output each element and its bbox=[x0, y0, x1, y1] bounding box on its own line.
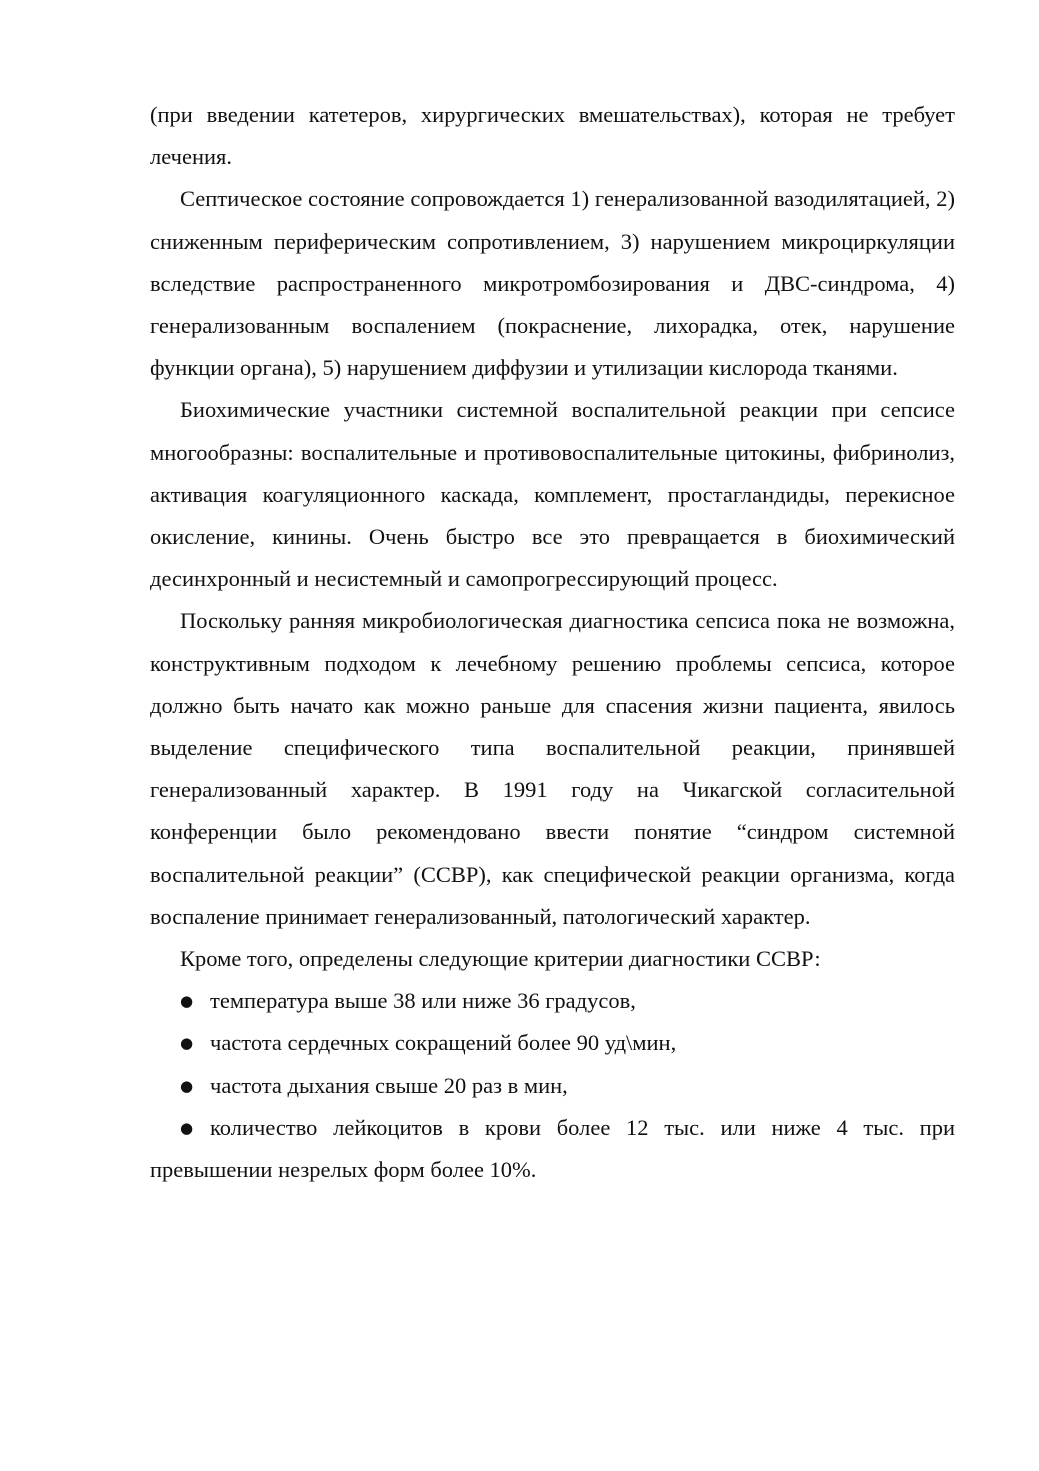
list-item-text: температура выше 38 или ниже 36 градусов, bbox=[210, 988, 636, 1014]
list-item-text: количество лейкоцитов в крови более 12 тыс. или ниже 4 тыс. при превышении незрелых форм более 10%. bbox=[150, 1114, 955, 1183]
criteria-list bbox=[150, 980, 955, 1191]
list-item-text: частота сердечных сокращений более 90 уд\мин, bbox=[210, 1030, 677, 1056]
bullet-icon: ● bbox=[180, 1118, 194, 1137]
paragraph: Биохимические участники системной воспалительной реакции при сепсисе многообразны: воспалительные и противовоспалительные цитокины, фибринолиз, активация коагуляционного каскада, комплемент, простагландиды, перекисное окисление, кинины. Очень быстро все это превращается в биохимический десинхронный и несистемный и самопрогрессирующий процесс. bbox=[150, 397, 955, 592]
list-item bbox=[150, 1022, 955, 1064]
paragraph: Кроме того, определены следующие критерии диагностики ССВР: bbox=[180, 946, 821, 972]
paragraph: Септическое состояние сопровождается 1) генерализованной вазодилятацией, 2) сниженным периферическим сопротивлением, 3) нарушением микроциркуляции вследствие распространенного микротромбозирования и ДВС-синдрома, 4) генерализованным воспалением (покраснение, лихорадка, отек, нарушение функции органа), 5) нарушением диффузии и утилизации кислорода тканями. bbox=[150, 186, 955, 381]
list-item bbox=[150, 1107, 955, 1191]
bullet-icon: ● bbox=[180, 992, 194, 1011]
paragraph: Поскольку ранняя микробиологическая диагностика сепсиса пока не возможна, конструктивным подходом к лечебному решению проблемы сепсиса, которое должно быть начато как можно раньше для спасения жизни пациента, явилось выделение специфического типа воспалительной реакции, принявшей генерализованный характер. В 1991 году на Чикагской согласительной конференции было рекомендовано ввести понятие “синдром системной воспалительной реакции” (ССВР), как специфической реакции организма, когда воспаление принимает генерализованный, патологический характер. bbox=[150, 608, 955, 929]
list-item bbox=[150, 1065, 955, 1107]
paragraph: (при введении катетеров, хирургических вмешательствах), которая не требует лечения. bbox=[150, 102, 955, 170]
bullet-icon: ● bbox=[180, 1034, 194, 1053]
list-item-text: частота дыхания свыше 20 раз в мин, bbox=[210, 1072, 568, 1098]
bullet-icon: ● bbox=[180, 1076, 194, 1095]
list-item bbox=[150, 980, 955, 1022]
document-page bbox=[150, 94, 955, 1191]
